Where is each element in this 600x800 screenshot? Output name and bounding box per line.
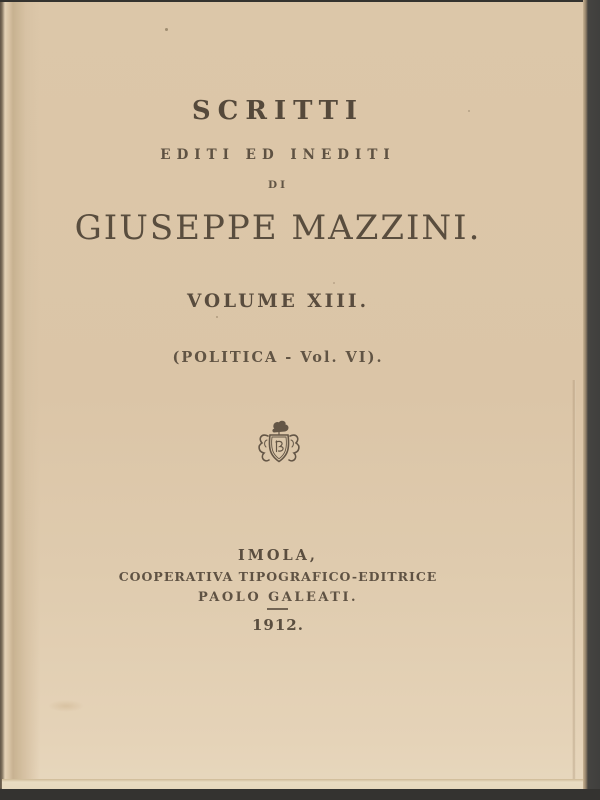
book-title: SCRITTI <box>191 96 365 126</box>
imprint-year: 1912. <box>252 616 304 634</box>
imprint-divider <box>267 608 288 610</box>
edition-line: EDITI ED INEDITI <box>160 147 396 163</box>
imprint-printer: PAOLO GALEATI. <box>197 590 359 605</box>
imprint-publisher: COOPERATIVA TIPOGRAFICO-EDITRICE <box>118 569 438 584</box>
cover-crease <box>572 380 576 780</box>
author-name: GIUSEPPE MAZZINI. <box>74 208 482 248</box>
printer-crest-icon <box>255 420 303 474</box>
preposition-di: DI <box>267 179 289 191</box>
backdrop-right <box>583 0 600 800</box>
volume-number: VOLUME XIII. <box>186 291 370 312</box>
series-note: (POLITICA - Vol. VI). <box>172 349 384 366</box>
imprint-city: IMOLA, <box>238 547 318 564</box>
